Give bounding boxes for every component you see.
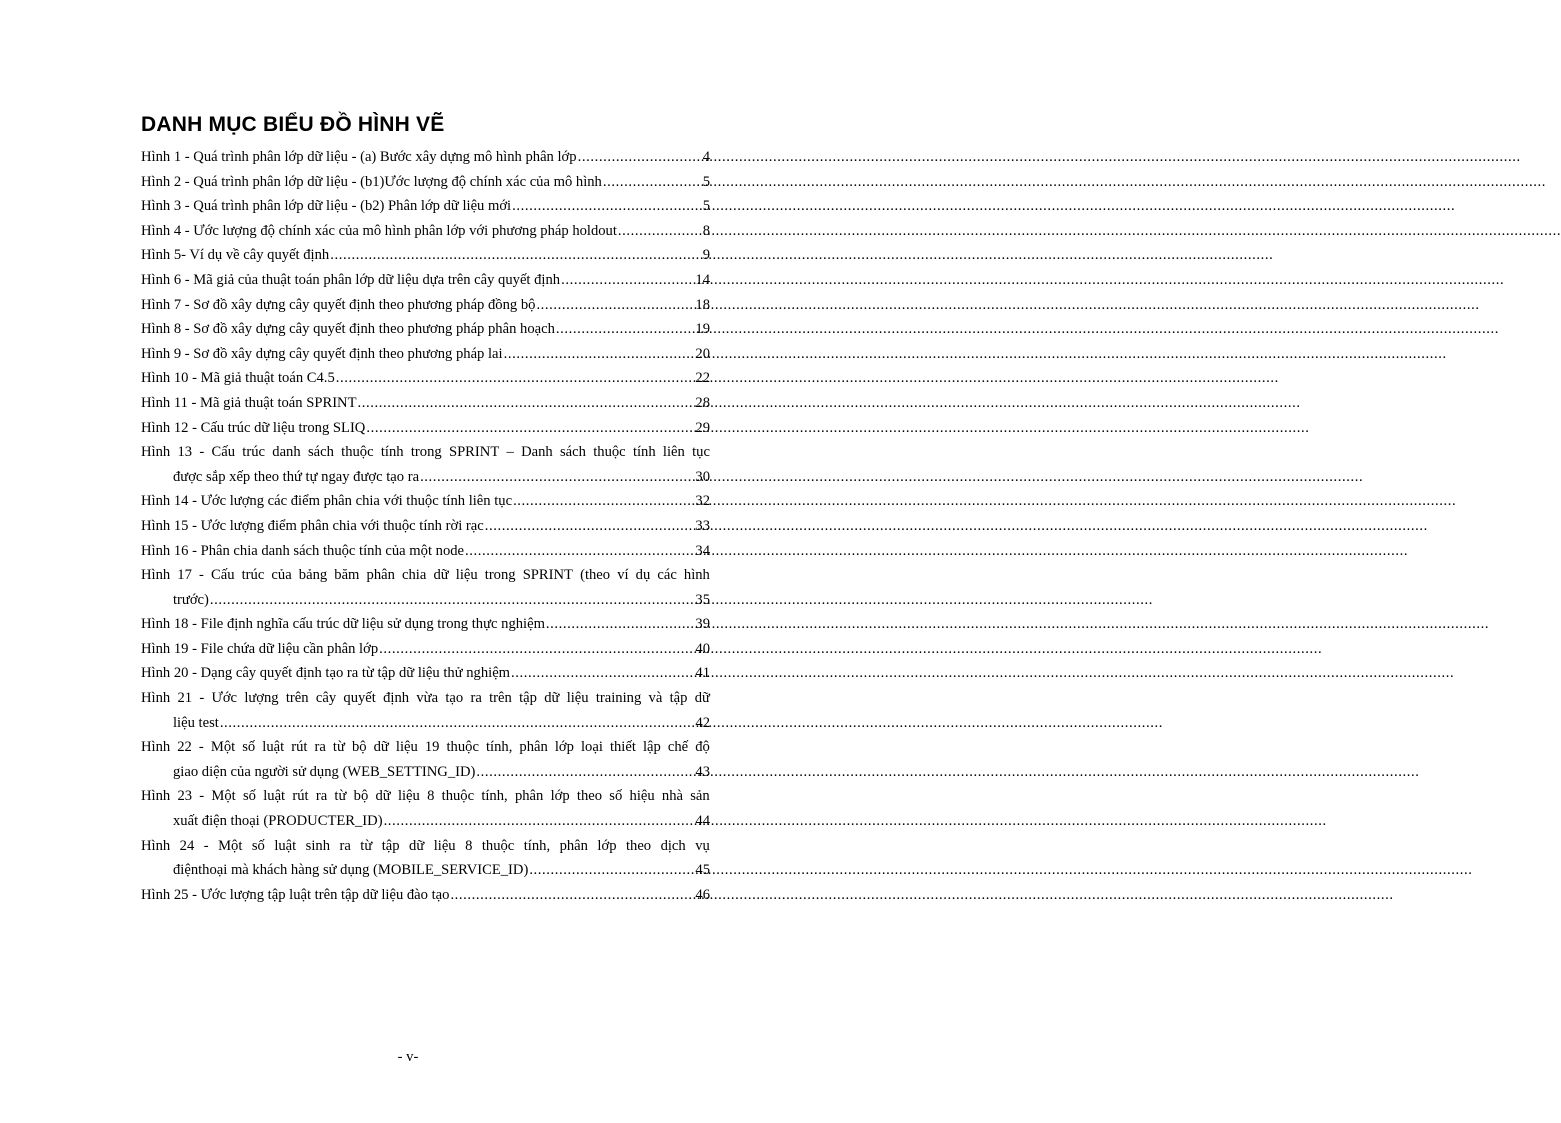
- toc-entry[interactable]: [141, 170, 710, 195]
- dot-leader: [210, 588, 695, 613]
- toc-entry-title-line: Hình 21 - Ước lượng trên cây quyết định vừa tạo ra trên tập dữ liệu training và tập dữ: [141, 690, 710, 707]
- dot-leader: [379, 637, 694, 662]
- toc-entry-title: Hình 3 - Quá trình phân lớp dữ liệu - (b2) Phân lớp dữ liệu mới: [141, 198, 512, 215]
- toc-entry[interactable]: [141, 391, 710, 416]
- dot-leader: [529, 858, 694, 883]
- toc-entry-title-line: Hình 24 - Một số luật sinh ra từ tập dữ liệu 8 thuộc tính, phân lớp theo dịch vụ: [141, 837, 710, 854]
- toc-entry[interactable]: [141, 686, 710, 735]
- toc-entry-page-number: 44: [695, 813, 710, 830]
- toc-entry-title-line: Hình 13 - Cấu trúc danh sách thuộc tính trong SPRINT – Danh sách thuộc tính liên tục: [141, 444, 710, 461]
- toc-entry[interactable]: [141, 366, 710, 391]
- toc-entry[interactable]: [141, 489, 710, 514]
- dot-leader: [513, 489, 694, 514]
- toc-entry-title: Hình 10 - Mã giả thuật toán C4.5: [141, 370, 335, 387]
- toc-entry-page-number: 39: [695, 616, 710, 633]
- toc-entry-page-number: 4: [702, 149, 710, 165]
- toc-entry-page-number: 35: [695, 591, 710, 608]
- toc-entry-title: xuất điện thoại (PRODUCTER_ID): [173, 813, 383, 830]
- dot-leader: [618, 219, 702, 244]
- toc-entry-title: Hình 1 - Quá trình phân lớp dữ liệu - (a) Bước xây dựng mô hình phân lớp: [141, 149, 577, 165]
- page-title: DANH MỤC BIỂU ĐỒ HÌNH VẼ: [141, 113, 445, 136]
- toc-entry-page-number: 9: [702, 247, 710, 264]
- figure-list: [141, 145, 710, 907]
- toc-entry-page-number: 14: [695, 271, 710, 288]
- toc-entry-title-line: Hình 17 - Cấu trúc của bảng băm phân chia dữ liệu trong SPRINT (theo ví dụ các hình: [141, 567, 710, 584]
- toc-entry-page-number: 30: [695, 468, 710, 485]
- dot-leader: [420, 465, 694, 490]
- toc-entry-page-number: 45: [695, 862, 710, 879]
- toc-entry-title: Hình 25 - Ước lượng tập luật trên tập dữ liệu đào tạo: [141, 886, 450, 903]
- toc-entry[interactable]: [141, 539, 710, 564]
- toc-entry-title: Hình 4 - Ước lượng độ chính xác của mô hình phân lớp với phương pháp holdout: [141, 222, 617, 239]
- dot-leader: [358, 391, 695, 416]
- dot-leader: [504, 342, 695, 367]
- toc-entry[interactable]: [141, 268, 710, 293]
- toc-entry[interactable]: [141, 293, 710, 318]
- toc-entry[interactable]: [141, 416, 710, 441]
- toc-entry-title: Hình 2 - Quá trình phân lớp dữ liệu - (b1)Ước lượng độ chính xác của mô hình: [141, 173, 602, 190]
- toc-entry-title: Hình 7 - Sơ đồ xây dựng cây quyết định theo phương pháp đồng bộ: [141, 296, 536, 313]
- toc-entry-title-line: Hình 22 - Một số luật rút ra từ bộ dữ liệu 19 thuộc tính, phân lớp loại thiết lập chế độ: [141, 739, 710, 756]
- toc-entry-title: Hình 19 - File chứa dữ liệu cần phân lớp: [141, 640, 379, 657]
- toc-entry-page-number: 5: [702, 173, 710, 190]
- toc-entry-title: Hình 11 - Mã giả thuật toán SPRINT: [141, 394, 357, 411]
- toc-entry[interactable]: [141, 735, 710, 784]
- toc-entry[interactable]: [141, 342, 710, 367]
- toc-entry[interactable]: [141, 219, 710, 244]
- toc-entry[interactable]: [141, 243, 710, 268]
- dot-leader: [546, 612, 694, 637]
- toc-entry[interactable]: [141, 661, 710, 686]
- dot-leader: [578, 145, 702, 170]
- dot-leader: [512, 194, 702, 219]
- toc-entry-page-number: 19: [695, 321, 710, 338]
- toc-entry-title: Hình 20 - Dạng cây quyết định tạo ra từ tập dữ liệu thử nghiệm: [141, 665, 511, 682]
- toc-entry-title: trước): [173, 591, 209, 608]
- dot-leader: [511, 661, 694, 686]
- toc-entry[interactable]: [141, 784, 710, 833]
- toc-entry-title: Hình 12 - Cấu trúc dữ liệu trong SLIQ: [141, 419, 366, 436]
- toc-entry-title: Hình 14 - Ước lượng các điểm phân chia với thuộc tính liên tục: [141, 493, 513, 510]
- toc-entry-page-number: 18: [695, 296, 710, 313]
- toc-entry[interactable]: [141, 883, 710, 908]
- toc-entry-title: Hình 5- Ví dụ về cây quyết định: [141, 247, 330, 264]
- dot-leader: [384, 809, 695, 834]
- toc-entry-title-line: Hình 23 - Một số luật rút ra từ bộ dữ liệu 8 thuộc tính, phân lớp theo số hiệu nhà sản: [141, 788, 710, 805]
- toc-entry[interactable]: [141, 440, 710, 489]
- toc-entry-page-number: 28: [695, 394, 710, 411]
- toc-entry-page-number: 46: [695, 886, 710, 903]
- toc-entry-page-number: 22: [695, 370, 710, 387]
- toc-entry-title: Hình 16 - Phân chia danh sách thuộc tính của một node: [141, 542, 465, 559]
- dot-leader: [366, 416, 694, 441]
- dot-leader: [536, 293, 694, 318]
- toc-entry-page-number: 20: [695, 345, 710, 362]
- toc-entry-title: Hình 9 - Sơ đồ xây dựng cây quyết định theo phương pháp lai: [141, 345, 503, 362]
- toc-entry-title: Hình 18 - File định nghĩa cấu trúc dữ liệu sử dụng trong thực nghiệm: [141, 616, 545, 633]
- toc-entry-page-number: 29: [695, 419, 710, 436]
- toc-entry-title: Hình 6 - Mã giả của thuật toán phân lớp dữ liệu dựa trên cây quyết định: [141, 271, 561, 288]
- toc-entry[interactable]: [141, 317, 710, 342]
- toc-entry-page-number: 41: [695, 665, 710, 682]
- dot-leader: [465, 539, 694, 564]
- toc-entry-page-number: 42: [695, 714, 710, 731]
- toc-entry-page-number: 5: [702, 198, 710, 215]
- dot-leader: [556, 317, 695, 342]
- dot-leader: [485, 514, 695, 539]
- toc-entry-page-number: 32: [695, 493, 710, 510]
- page-number: - v-: [397, 1049, 419, 1065]
- dot-leader: [476, 760, 694, 785]
- toc-entry-page-number: 40: [695, 640, 710, 657]
- toc-entry-title: liệu test: [173, 714, 219, 731]
- dot-leader: [330, 243, 702, 268]
- toc-entry-title: được sắp xếp theo thứ tự ngay được tạo ra: [173, 468, 420, 485]
- dot-leader: [220, 711, 695, 736]
- toc-entry[interactable]: [141, 514, 710, 539]
- toc-entry-title: giao diện của người sử dụng (WEB_SETTING_ID): [173, 763, 476, 780]
- dot-leader: [450, 883, 694, 908]
- toc-entry-page-number: 33: [695, 517, 710, 534]
- dot-leader: [603, 170, 702, 195]
- toc-entry-page-number: 8: [702, 222, 710, 239]
- toc-entry[interactable]: [141, 612, 710, 637]
- dot-leader: [336, 366, 695, 391]
- toc-entry[interactable]: [141, 637, 710, 662]
- toc-entry-page-number: 34: [695, 542, 710, 559]
- toc-entry[interactable]: [141, 834, 710, 883]
- toc-entry-page-number: 43: [695, 763, 710, 780]
- toc-entry-title: điệnthoại mà khách hàng sử dụng (MOBILE_SERVICE_ID): [173, 862, 529, 879]
- dot-leader: [561, 268, 694, 293]
- toc-entry[interactable]: [141, 563, 710, 612]
- toc-entry[interactable]: [141, 194, 710, 219]
- toc-entry-title: Hình 8 - Sơ đồ xây dựng cây quyết định theo phương pháp phân hoạch: [141, 321, 555, 338]
- toc-entry-title: Hình 15 - Ước lượng điểm phân chia với thuộc tính rời rạc: [141, 517, 484, 534]
- toc-entry[interactable]: [141, 145, 710, 170]
